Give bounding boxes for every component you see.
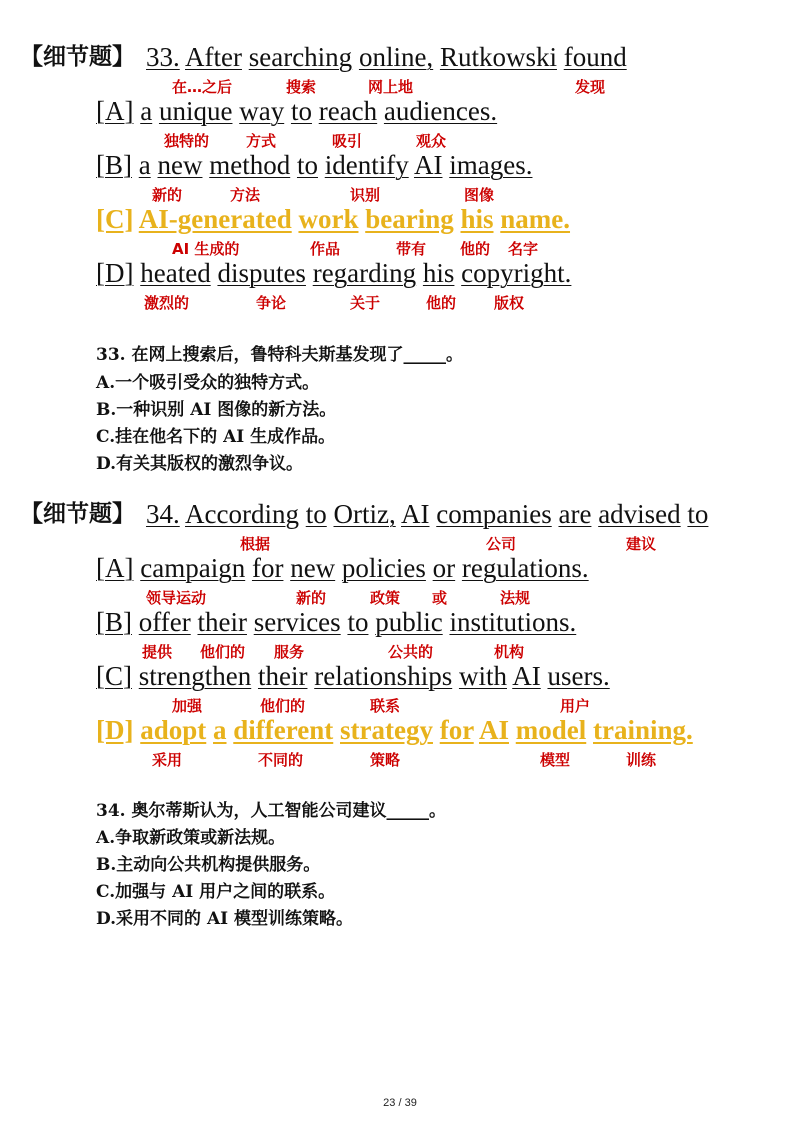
q34-translation-b: B.主动向公共机构提供服务。 bbox=[96, 855, 321, 875]
q34-option-a-gloss: 政策 bbox=[370, 589, 401, 607]
english-word: policies bbox=[341, 553, 426, 583]
q33-option-a-gloss: 独特的 bbox=[164, 132, 210, 150]
english-word: for bbox=[251, 553, 284, 583]
q34-gloss: 公司 bbox=[486, 535, 517, 553]
english-word: [D] bbox=[96, 258, 134, 288]
english-word: AI-generated bbox=[138, 204, 292, 234]
word-space bbox=[312, 96, 319, 126]
q34-translation-d: D.采用不同的 AI 模型训练策略。 bbox=[96, 909, 354, 929]
english-word: new bbox=[157, 150, 203, 180]
q34-option-a-gloss: 新的 bbox=[296, 589, 327, 607]
word-space bbox=[299, 499, 306, 529]
q33-option-b-gloss: 图像 bbox=[464, 186, 495, 204]
q34-option-d-gloss: 训练 bbox=[626, 751, 657, 769]
q33-translation-stem: 33. 在网上搜索后，鲁特科夫斯基发现了_____。 bbox=[96, 345, 463, 365]
q34-option-a-gloss: 法规 bbox=[500, 589, 531, 607]
english-word: to bbox=[290, 96, 312, 126]
english-word: regulations. bbox=[461, 553, 589, 583]
english-word: According bbox=[185, 499, 299, 529]
english-word: AI bbox=[478, 715, 509, 745]
english-word: to bbox=[305, 499, 327, 529]
word-space bbox=[152, 96, 159, 126]
english-word: Ortiz, bbox=[333, 499, 396, 529]
q34-option-c-gloss: 联系 bbox=[370, 697, 401, 715]
q33-option-d-gloss: 争论 bbox=[256, 294, 287, 312]
english-word: to bbox=[347, 607, 369, 637]
q33-stem bbox=[146, 42, 627, 72]
q33-option-c-gloss: 带有 bbox=[396, 240, 427, 258]
q34-option-c-gloss: 加强 bbox=[172, 697, 203, 715]
english-word: identify bbox=[324, 150, 409, 180]
q33-option-c-gloss: 作品 bbox=[310, 240, 341, 258]
word-space bbox=[433, 715, 440, 745]
english-word: [A] bbox=[96, 96, 134, 126]
q34-option-c bbox=[96, 661, 610, 691]
q34-option-a-gloss: 或 bbox=[432, 589, 448, 607]
english-word: adopt bbox=[140, 715, 207, 745]
english-word: strengthen bbox=[138, 661, 252, 691]
word-space bbox=[306, 258, 313, 288]
word-space bbox=[433, 42, 440, 72]
q34-option-c-gloss: 他们的 bbox=[260, 697, 306, 715]
word-space bbox=[352, 42, 359, 72]
q33-translation-c: C.挂在他名下的 AI 生成作品。 bbox=[96, 427, 336, 447]
english-word: his bbox=[460, 204, 494, 234]
page-number: 23 / 39 bbox=[383, 1097, 417, 1109]
english-word: 34. bbox=[146, 499, 180, 529]
word-space bbox=[251, 661, 258, 691]
english-word: a bbox=[138, 150, 151, 180]
q33-option-d-gloss: 他的 bbox=[426, 294, 457, 312]
english-word: work bbox=[298, 204, 359, 234]
q34-translation-c: C.加强与 AI 用户之间的联系。 bbox=[96, 882, 336, 902]
english-word: model bbox=[515, 715, 587, 745]
word-space bbox=[132, 150, 139, 180]
word-space bbox=[247, 607, 254, 637]
q33-gloss: 在…之后 bbox=[172, 78, 233, 96]
english-word: way bbox=[239, 96, 285, 126]
word-space bbox=[242, 42, 249, 72]
q33-gloss: 搜索 bbox=[286, 78, 317, 96]
english-word: AI bbox=[512, 661, 541, 691]
word-space bbox=[245, 553, 252, 583]
english-word: training. bbox=[593, 715, 693, 745]
english-word: copyright. bbox=[461, 258, 572, 288]
q33-option-d bbox=[96, 258, 571, 288]
word-space bbox=[426, 553, 433, 583]
q34-translation-a: A.争取新政策或新法规。 bbox=[96, 828, 286, 848]
q34-option-d-answer bbox=[96, 715, 693, 745]
q34-gloss: 根据 bbox=[240, 535, 271, 553]
q34-option-b-gloss: 提供 bbox=[142, 643, 173, 661]
english-word: relationships bbox=[314, 661, 453, 691]
english-word: or bbox=[432, 553, 456, 583]
english-word: [B] bbox=[96, 150, 132, 180]
q33-option-c-answer bbox=[96, 204, 570, 234]
english-word: audiences. bbox=[383, 96, 498, 126]
english-word: images. bbox=[449, 150, 533, 180]
q33-translation-d: D.有关其版权的激烈争议。 bbox=[96, 454, 304, 474]
word-space bbox=[318, 150, 325, 180]
q33-option-c-gloss: 他的 bbox=[460, 240, 491, 258]
english-word: different bbox=[233, 715, 334, 745]
q33-option-d-gloss: 激烈的 bbox=[144, 294, 190, 312]
q33-option-a-gloss: 方式 bbox=[246, 132, 277, 150]
english-word: [C] bbox=[96, 204, 134, 234]
english-word: are bbox=[558, 499, 592, 529]
q33-option-b-gloss: 新的 bbox=[152, 186, 183, 204]
q34-option-d-gloss: 不同的 bbox=[258, 751, 304, 769]
english-word: services bbox=[253, 607, 341, 637]
q34-option-c-gloss: 用户 bbox=[560, 697, 591, 715]
english-word: with bbox=[458, 661, 507, 691]
english-word: regarding bbox=[312, 258, 417, 288]
word-space bbox=[557, 42, 564, 72]
english-word: to bbox=[296, 150, 318, 180]
english-word: advised bbox=[598, 499, 681, 529]
q33-option-a-gloss: 观众 bbox=[416, 132, 447, 150]
q34-option-d-gloss: 策略 bbox=[370, 751, 401, 769]
q34-option-a-gloss: 领导运动 bbox=[146, 589, 207, 607]
word-space bbox=[416, 258, 423, 288]
word-space bbox=[455, 553, 462, 583]
english-word: name. bbox=[500, 204, 571, 234]
english-word: online, bbox=[358, 42, 434, 72]
q34-option-b-gloss: 服务 bbox=[274, 643, 305, 661]
english-word: strategy bbox=[340, 715, 433, 745]
english-word: their bbox=[197, 607, 247, 637]
word-space bbox=[132, 607, 139, 637]
word-space bbox=[327, 499, 334, 529]
english-word: his bbox=[422, 258, 455, 288]
q34-option-b-gloss: 机构 bbox=[494, 643, 525, 661]
word-space bbox=[290, 150, 297, 180]
q34-option-d-gloss: 采用 bbox=[152, 751, 183, 769]
english-word: institutions. bbox=[449, 607, 577, 637]
q34-option-b-gloss: 他们的 bbox=[200, 643, 246, 661]
q34-gloss: 建议 bbox=[626, 535, 657, 553]
word-space bbox=[377, 96, 384, 126]
english-word: [A] bbox=[96, 553, 134, 583]
word-space bbox=[452, 661, 459, 691]
q34-stem bbox=[146, 499, 708, 529]
english-word: unique bbox=[158, 96, 233, 126]
english-word: heated bbox=[140, 258, 211, 288]
word-space bbox=[284, 96, 291, 126]
q34-option-b-gloss: 公共的 bbox=[388, 643, 434, 661]
english-word: bearing bbox=[365, 204, 454, 234]
english-word: a bbox=[140, 96, 153, 126]
english-word: new bbox=[290, 553, 336, 583]
q33-option-d-gloss: 关于 bbox=[350, 294, 381, 312]
q34-translation-stem: 34. 奥尔蒂斯认为，人工智能公司建议_____。 bbox=[96, 801, 446, 821]
word-space bbox=[333, 715, 340, 745]
english-word: reach bbox=[318, 96, 378, 126]
q33-option-b bbox=[96, 150, 532, 180]
q33-gloss: 发现 bbox=[575, 78, 606, 96]
english-word: After bbox=[185, 42, 242, 72]
q33-option-b-gloss: 方法 bbox=[230, 186, 261, 204]
q33-option-a bbox=[96, 96, 497, 126]
word-space bbox=[335, 553, 342, 583]
english-word: searching bbox=[248, 42, 353, 72]
q33-option-c-gloss: AI 生成的 bbox=[172, 240, 240, 258]
q33-type-tag: 【细节题】 bbox=[20, 44, 135, 70]
q33-translation-b: B.一种识别 AI 图像的新方法。 bbox=[96, 400, 337, 420]
english-word: campaign bbox=[140, 553, 246, 583]
english-word: found bbox=[563, 42, 627, 72]
english-word: method bbox=[209, 150, 291, 180]
q33-option-d-gloss: 版权 bbox=[494, 294, 525, 312]
q34-option-b bbox=[96, 607, 576, 637]
english-word: users. bbox=[547, 661, 610, 691]
english-word: Rutkowski bbox=[439, 42, 557, 72]
english-word: AI bbox=[401, 499, 430, 529]
english-word: [C] bbox=[96, 661, 132, 691]
english-word: disputes bbox=[217, 258, 306, 288]
english-word: companies bbox=[436, 499, 552, 529]
q33-option-b-gloss: 识别 bbox=[350, 186, 381, 204]
english-word: their bbox=[257, 661, 308, 691]
english-word: public bbox=[375, 607, 443, 637]
word-space bbox=[132, 661, 139, 691]
word-space bbox=[509, 715, 516, 745]
word-space bbox=[206, 715, 213, 745]
english-word: 33. bbox=[146, 42, 180, 72]
q33-translation-a: A.一个吸引受众的独特方式。 bbox=[96, 373, 320, 393]
english-word: [D] bbox=[96, 715, 134, 745]
q33-option-c-gloss: 名字 bbox=[508, 240, 539, 258]
q34-type-tag: 【细节题】 bbox=[20, 501, 135, 527]
q33-option-a-gloss: 吸引 bbox=[332, 132, 363, 150]
english-word: offer bbox=[138, 607, 191, 637]
q33-gloss: 网上地 bbox=[368, 78, 414, 96]
q34-option-a bbox=[96, 553, 589, 583]
english-word: a bbox=[213, 715, 227, 745]
english-word: to bbox=[687, 499, 709, 529]
english-word: [B] bbox=[96, 607, 132, 637]
english-word: AI bbox=[413, 150, 443, 180]
english-word: for bbox=[439, 715, 474, 745]
q34-option-d-gloss: 模型 bbox=[540, 751, 571, 769]
word-space bbox=[586, 715, 593, 745]
